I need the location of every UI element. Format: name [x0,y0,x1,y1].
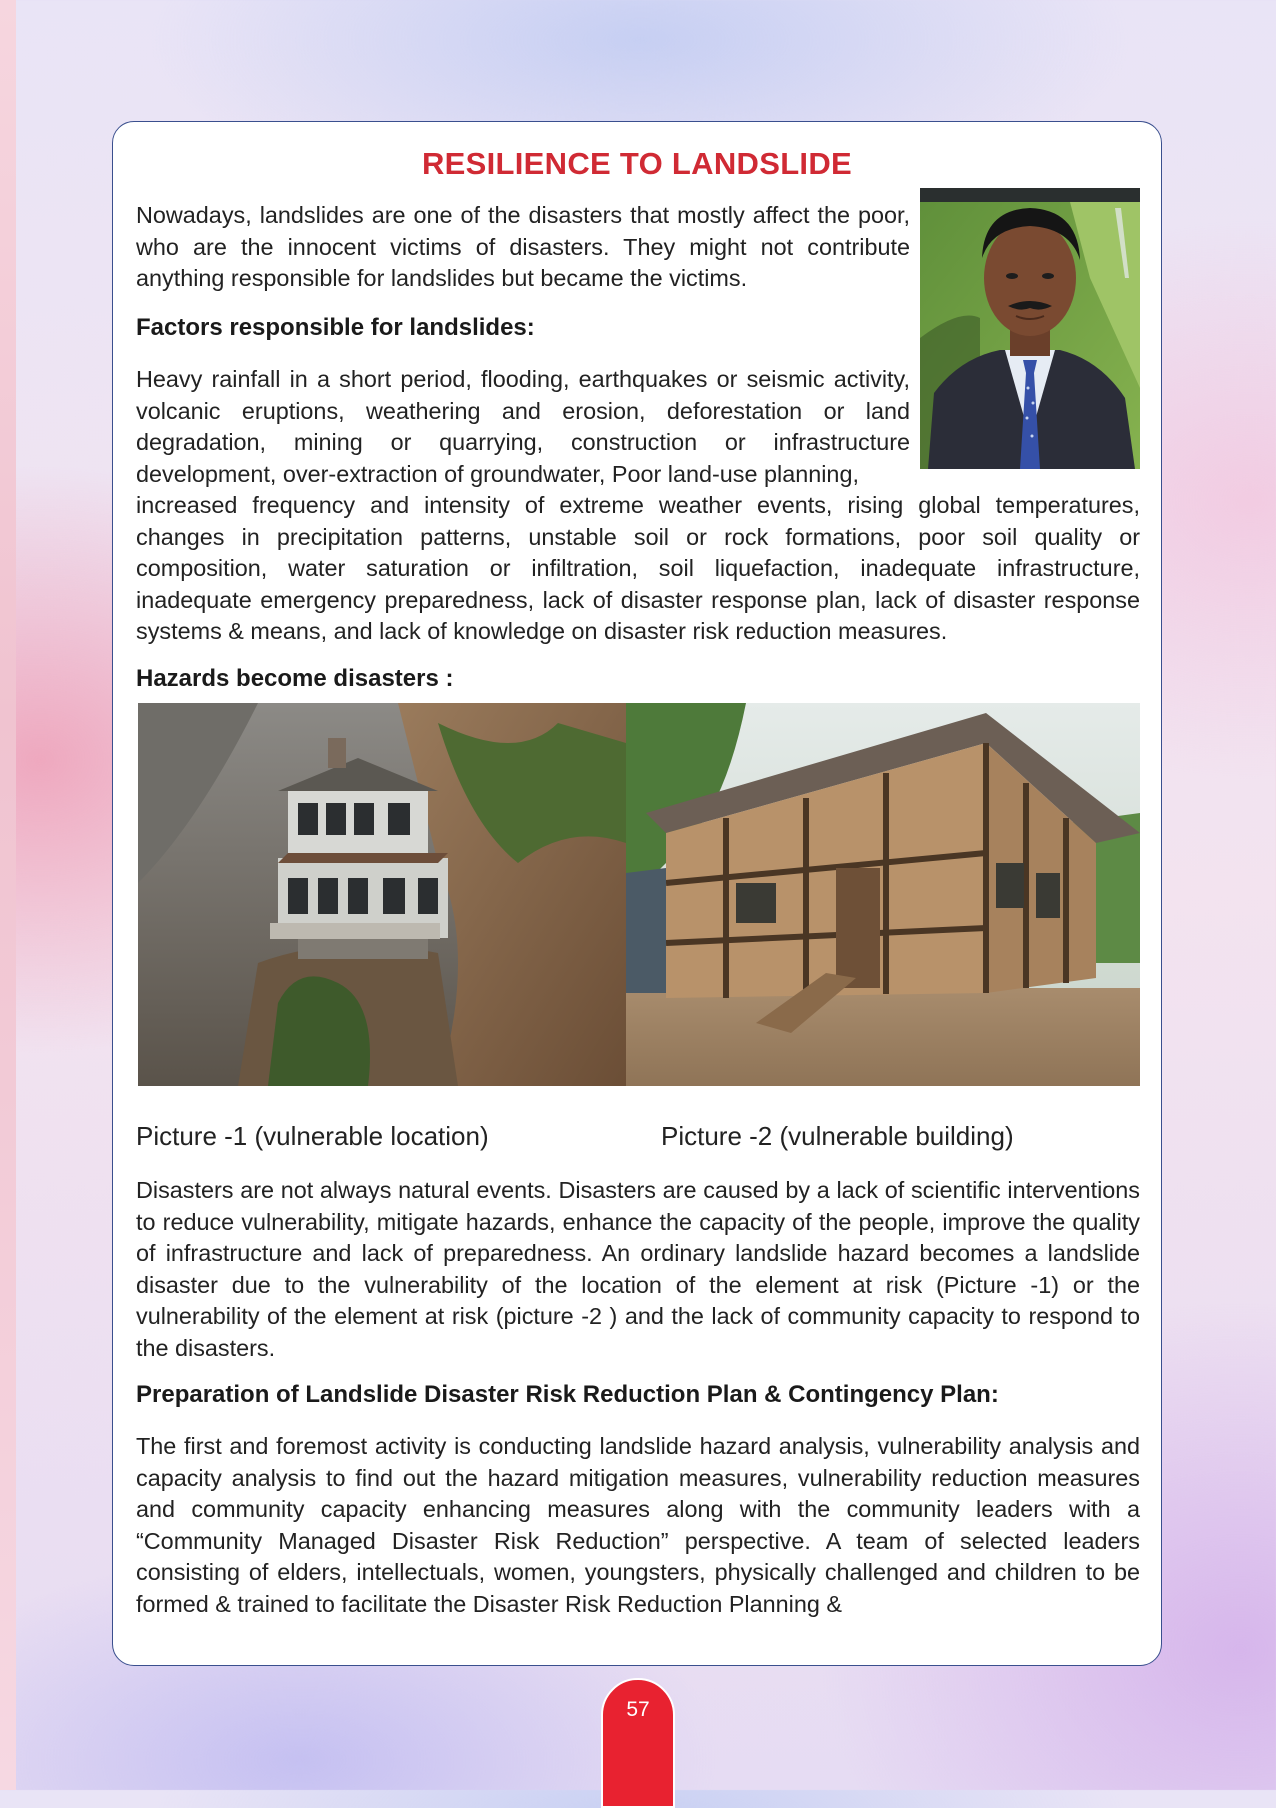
picture-2-caption: Picture -2 (vulnerable building) [661,1121,1014,1151]
author-portrait [920,188,1140,469]
picture-1-caption: Picture -1 (vulnerable location) [136,1121,489,1151]
factors-paragraph-top: Heavy rainfall in a short period, flooding, earthquakes or seismic activity, volcanic eruptions, weathering and erosion, deforestation or land degradation, mining or quarrying, construction or infrastructure development, over-extraction of groundwater, Poor land-use planning, [136,366,910,487]
page-number: 57 [626,1698,650,1721]
vulnerable-location-photo [138,703,626,1086]
factors-heading: Factors responsible for landslides: [136,314,535,341]
intro-paragraph: Nowadays, landslides are one of the disasters that mostly affect the poor, who are the innocent victims of disasters. They might not contribute anything responsible for landslides but became the victims. [136,202,910,291]
prep-heading: Preparation of Landslide Disaster Risk Reduction Plan & Contingency Plan: [136,1381,999,1408]
left-decor-strip [0,0,16,1790]
hazards-heading: Hazards become disasters : [136,665,454,692]
factors-paragraph-bottom: increased frequency and intensity of extreme weather events, rising global temperatures, changes in precipitation patterns, unstable soil or rock formations, poor soil quality or composition, water saturation or infiltration, soil liquefaction, inadequate infrastructure, inadequate emergency preparedness, lack of disaster response plan, lack of disaster response systems & means, and lack of knowledge on disaster risk reduction measures. [136,492,1140,644]
vulnerable-building-photo [626,703,1140,1086]
page-title: RESILIENCE TO LANDSLIDE [421,146,853,181]
prep-paragraph: The first and foremost activity is conducting landslide hazard analysis, vulnerability analysis and capacity analysis to find out the hazard mitigation measures, vulnerability reduction measures and community capacity enhancing measures along with the community leaders with a “Community Managed Disaster Risk Reduction” perspective. A team of selected leaders consisting of elders, intellectuals, women, youngsters, physically challenged and children to be formed & trained to facilitate the Disaster Risk Reduction Planning & [136,1433,1140,1617]
disasters-paragraph: Disasters are not always natural events. Disasters are caused by a lack of scientific interventions to reduce vulnerability, mitigate hazards, enhance the capacity of the people, improve the quality of infrastructure and lack of preparedness. An ordinary landslide hazard becomes a landslide disaster due to the vulnerability of the location of the element at risk (Picture -1) or the vulnerability of the element at risk (picture -2 ) and the lack of community capacity to respond to the disasters. [136,1177,1140,1361]
